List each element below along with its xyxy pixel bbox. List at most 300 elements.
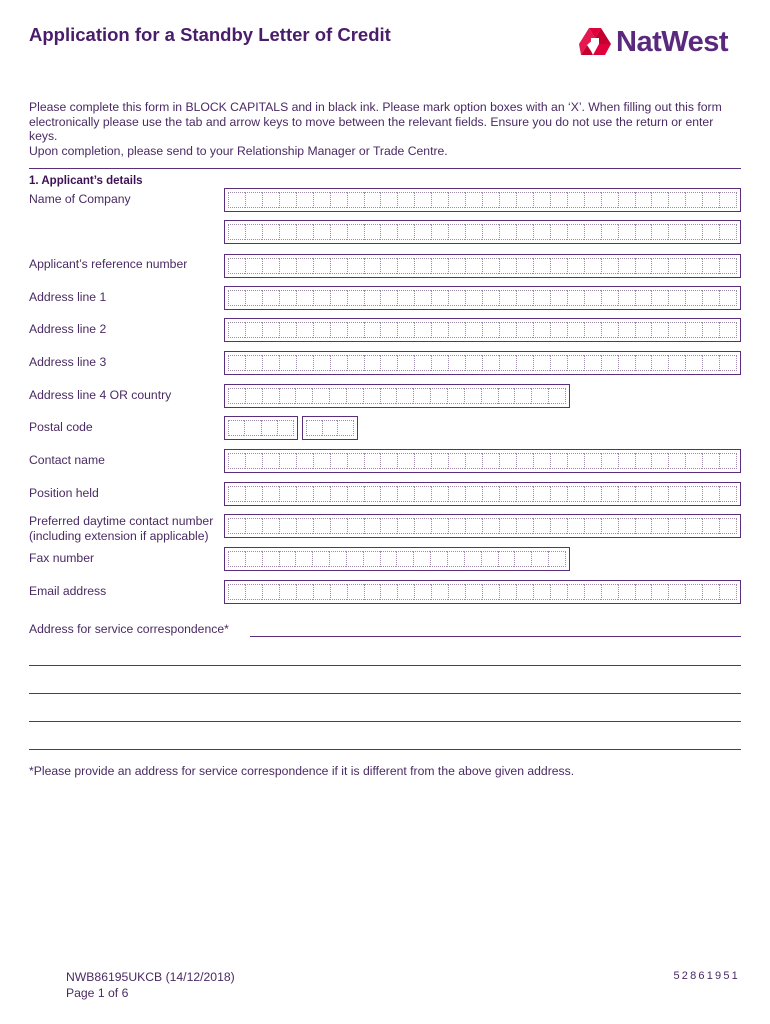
char-cell (228, 584, 245, 600)
char-cell (550, 224, 567, 240)
char-cell (567, 192, 584, 208)
char-cell (279, 486, 296, 502)
company-name-line1-input[interactable] (224, 188, 741, 212)
footer-page-number: Page 1 of 6 (66, 985, 129, 1000)
section-title-applicant: 1. Applicant’s details (29, 175, 143, 187)
char-cell (618, 290, 635, 306)
char-cell (279, 518, 296, 534)
char-cell (364, 224, 381, 240)
char-cell (397, 453, 414, 469)
char-cell (364, 453, 381, 469)
char-cell (533, 322, 550, 338)
char-cell (228, 551, 245, 567)
char-cell (618, 258, 635, 274)
char-cell (668, 355, 685, 371)
label-phone (29, 514, 213, 543)
char-cell (380, 192, 397, 208)
char-cell (448, 518, 465, 534)
char-cell (482, 355, 499, 371)
char-cell (312, 551, 329, 567)
char-cell (431, 486, 448, 502)
char-cell (347, 224, 364, 240)
char-cell (228, 322, 245, 338)
char-cell (313, 192, 330, 208)
char-cell (702, 224, 719, 240)
char-cell (279, 584, 296, 600)
char-cell (533, 486, 550, 502)
char-cell (550, 518, 567, 534)
char-cell (380, 518, 397, 534)
char-cell (330, 518, 347, 534)
char-cell (668, 322, 685, 338)
char-cell (244, 420, 260, 436)
char-cell (668, 584, 685, 600)
char-cell (516, 224, 533, 240)
char-cell (347, 453, 364, 469)
char-cell (584, 355, 601, 371)
footer-form-info (66, 970, 235, 1001)
char-cell (414, 453, 431, 469)
char-cell (516, 453, 533, 469)
char-cell (380, 258, 397, 274)
char-cell (499, 355, 516, 371)
char-cell (279, 388, 296, 404)
char-cell (618, 192, 635, 208)
char-cell (685, 355, 702, 371)
char-cell (499, 192, 516, 208)
char-cell (397, 258, 414, 274)
char-cell (228, 518, 245, 534)
char-cell (498, 551, 515, 567)
char-cell (245, 192, 262, 208)
char-cell (329, 388, 346, 404)
label-address-line-4: Address line 4 OR country (29, 388, 172, 402)
char-cell (322, 420, 338, 436)
char-cell (413, 551, 430, 567)
char-cell (296, 192, 313, 208)
char-cell (702, 453, 719, 469)
char-cell (651, 355, 668, 371)
char-cell (262, 224, 279, 240)
char-cell (719, 453, 737, 469)
char-cell (313, 224, 330, 240)
char-cell (448, 290, 465, 306)
char-cell (635, 518, 652, 534)
char-cell (364, 518, 381, 534)
char-cell (414, 224, 431, 240)
char-cell (516, 290, 533, 306)
char-cell (364, 355, 381, 371)
char-cell (396, 551, 413, 567)
char-cell (499, 584, 516, 600)
char-cell (347, 322, 364, 338)
char-cell (635, 192, 652, 208)
char-cell (668, 518, 685, 534)
char-cell (464, 388, 481, 404)
char-cell (481, 388, 498, 404)
char-cell (364, 258, 381, 274)
char-cell (685, 322, 702, 338)
address-line-1-input[interactable] (224, 286, 741, 310)
char-cell (651, 290, 668, 306)
char-cell (245, 453, 262, 469)
char-cell (635, 453, 652, 469)
char-cell (277, 420, 294, 436)
char-cell (262, 258, 279, 274)
char-cell (635, 290, 652, 306)
char-cell (719, 224, 737, 240)
char-cell (618, 355, 635, 371)
char-cell (668, 290, 685, 306)
position-held-input[interactable] (224, 482, 741, 506)
label-reference-number: Applicant’s reference number (29, 257, 188, 271)
char-cell (668, 258, 685, 274)
address-line-2-input[interactable] (224, 318, 741, 342)
char-cell (482, 290, 499, 306)
char-cell (245, 584, 262, 600)
char-cell (414, 290, 431, 306)
char-cell (245, 290, 262, 306)
char-cell (499, 518, 516, 534)
char-cell (313, 584, 330, 600)
char-cell (516, 584, 533, 600)
brand-name: NatWest (616, 25, 728, 58)
char-cell (330, 258, 347, 274)
char-cell (363, 551, 380, 567)
char-cell (601, 355, 618, 371)
char-cell (550, 290, 567, 306)
label-address-line-3: Address line 3 (29, 355, 107, 369)
char-cell (533, 192, 550, 208)
service-address-line-1[interactable] (250, 636, 741, 637)
char-cell (550, 258, 567, 274)
char-cell (584, 453, 601, 469)
char-cell (279, 192, 296, 208)
char-cell (550, 322, 567, 338)
char-cell (567, 258, 584, 274)
char-cell (380, 453, 397, 469)
char-cell (330, 486, 347, 502)
char-cell (550, 584, 567, 600)
char-cell (380, 224, 397, 240)
char-cell (430, 551, 447, 567)
service-address-note: *Please provide an address for service correspondence if it is different from the above given address. (29, 764, 575, 778)
char-cell (719, 584, 737, 600)
service-address-line-4[interactable] (29, 721, 741, 722)
label-position-held: Position held (29, 486, 99, 500)
char-cell (465, 584, 482, 600)
postal-code-part2-input[interactable] (302, 416, 358, 440)
char-cell (245, 355, 262, 371)
char-cell (396, 388, 413, 404)
service-address-line-2[interactable] (29, 665, 741, 666)
char-cell (397, 192, 414, 208)
phone-number-input[interactable] (224, 514, 741, 538)
char-cell (397, 290, 414, 306)
contact-name-input[interactable] (224, 449, 741, 473)
char-cell (448, 322, 465, 338)
char-cell (228, 258, 245, 274)
char-cell (685, 486, 702, 502)
char-cell (465, 486, 482, 502)
char-cell (514, 551, 531, 567)
char-cell (702, 192, 719, 208)
char-cell (245, 322, 262, 338)
fax-number-input[interactable] (224, 547, 570, 571)
service-address-line-5[interactable] (29, 749, 741, 750)
char-cell (702, 518, 719, 534)
char-cell (413, 388, 430, 404)
char-cell (431, 258, 448, 274)
char-cell (719, 192, 737, 208)
char-cell (347, 192, 364, 208)
char-cell (364, 290, 381, 306)
label-phone-line1: Preferred daytime contact number (29, 514, 214, 528)
char-cell (228, 192, 245, 208)
address-line-4-input[interactable] (224, 384, 570, 408)
char-cell (567, 290, 584, 306)
char-cell (245, 388, 262, 404)
char-cell (414, 486, 431, 502)
char-cell (397, 584, 414, 600)
char-cell (296, 290, 313, 306)
email-address-input[interactable] (224, 580, 741, 604)
char-cell (313, 355, 330, 371)
char-cell (262, 290, 279, 306)
reference-number-input[interactable] (224, 254, 741, 278)
char-cell (702, 355, 719, 371)
char-cell (347, 258, 364, 274)
char-cell (337, 420, 354, 436)
label-address-line-1: Address line 1 (29, 290, 107, 304)
char-cell (635, 224, 652, 240)
char-cell (313, 290, 330, 306)
char-cell (448, 453, 465, 469)
intro-text (29, 100, 744, 158)
char-cell (245, 224, 262, 240)
char-cell (330, 224, 347, 240)
char-cell (347, 290, 364, 306)
char-cell (533, 355, 550, 371)
char-cell (279, 224, 296, 240)
char-cell (465, 290, 482, 306)
char-cell (380, 551, 397, 567)
char-cell (261, 420, 277, 436)
char-cell (364, 322, 381, 338)
char-cell (668, 486, 685, 502)
char-cell (313, 322, 330, 338)
char-cell (465, 355, 482, 371)
char-cell (567, 453, 584, 469)
char-cell (601, 453, 618, 469)
char-cell (330, 290, 347, 306)
char-cell (482, 258, 499, 274)
char-cell (295, 551, 312, 567)
char-cell (414, 518, 431, 534)
char-cell (346, 551, 363, 567)
char-cell (262, 388, 279, 404)
char-cell (364, 486, 381, 502)
char-cell (448, 486, 465, 502)
char-cell (262, 584, 279, 600)
char-cell (618, 322, 635, 338)
service-address-line-3[interactable] (29, 693, 741, 694)
char-cell (499, 258, 516, 274)
char-cell (668, 224, 685, 240)
char-cell (601, 290, 618, 306)
char-cell (550, 453, 567, 469)
char-cell (397, 322, 414, 338)
char-cell (414, 258, 431, 274)
char-cell (465, 322, 482, 338)
char-cell (651, 453, 668, 469)
char-cell (262, 551, 279, 567)
char-cell (380, 322, 397, 338)
company-name-line2-input[interactable] (224, 220, 741, 244)
char-cell (431, 355, 448, 371)
label-address-line-2: Address line 2 (29, 322, 107, 336)
char-cell (685, 290, 702, 306)
char-cell (279, 355, 296, 371)
char-cell (296, 486, 313, 502)
char-cell (380, 290, 397, 306)
char-cell (482, 486, 499, 502)
char-cell (397, 355, 414, 371)
char-cell (635, 258, 652, 274)
char-cell (601, 584, 618, 600)
char-cell (465, 518, 482, 534)
char-cell (313, 518, 330, 534)
char-cell (499, 453, 516, 469)
char-cell (601, 224, 618, 240)
label-company-name: Name of Company (29, 192, 131, 206)
char-cell (296, 322, 313, 338)
char-cell (516, 486, 533, 502)
char-cell (296, 355, 313, 371)
char-cell (651, 192, 668, 208)
char-cell (685, 224, 702, 240)
char-cell (499, 224, 516, 240)
char-cell (482, 453, 499, 469)
char-cell (296, 453, 313, 469)
char-cell (363, 388, 380, 404)
char-cell (719, 290, 737, 306)
char-cell (364, 192, 381, 208)
char-cell (397, 486, 414, 502)
section-divider (29, 168, 741, 169)
char-cell (347, 584, 364, 600)
brand-logo (578, 24, 728, 60)
natwest-logo-icon (578, 27, 612, 57)
char-cell (262, 322, 279, 338)
char-cell (245, 518, 262, 534)
char-cell (651, 486, 668, 502)
char-cell (482, 322, 499, 338)
char-cell (279, 453, 296, 469)
char-cell (533, 518, 550, 534)
char-cell (685, 192, 702, 208)
char-cell (601, 518, 618, 534)
char-cell (346, 388, 363, 404)
char-cell (448, 584, 465, 600)
char-cell (584, 584, 601, 600)
char-cell (465, 192, 482, 208)
char-cell (584, 258, 601, 274)
char-cell (618, 584, 635, 600)
char-cell (279, 258, 296, 274)
char-cell (548, 388, 566, 404)
label-contact-name: Contact name (29, 453, 105, 467)
postal-code-part1-input[interactable] (224, 416, 298, 440)
char-cell (295, 388, 312, 404)
char-cell (431, 290, 448, 306)
char-cell (448, 224, 465, 240)
char-cell (296, 258, 313, 274)
char-cell (464, 551, 481, 567)
char-cell (498, 388, 515, 404)
label-phone-line2: (including extension if applicable) (29, 528, 209, 543)
char-cell (296, 224, 313, 240)
char-cell (702, 486, 719, 502)
address-line-3-input[interactable] (224, 351, 741, 375)
char-cell (601, 192, 618, 208)
char-cell (601, 322, 618, 338)
char-cell (567, 518, 584, 534)
char-cell (533, 258, 550, 274)
char-cell (448, 258, 465, 274)
char-cell (550, 486, 567, 502)
char-cell (516, 192, 533, 208)
char-cell (279, 551, 296, 567)
char-cell (514, 388, 531, 404)
char-cell (533, 584, 550, 600)
char-cell (548, 551, 566, 567)
char-cell (262, 486, 279, 502)
char-cell (262, 355, 279, 371)
footer-form-code: NWB86195UKCB (14/12/2018) (66, 970, 235, 984)
char-cell (380, 355, 397, 371)
char-cell (499, 290, 516, 306)
char-cell (601, 258, 618, 274)
char-cell (347, 486, 364, 502)
char-cell (330, 355, 347, 371)
label-service-address: Address for service correspondence* (29, 622, 229, 636)
char-cell (306, 420, 322, 436)
char-cell (719, 258, 737, 274)
char-cell (635, 486, 652, 502)
char-cell (380, 388, 397, 404)
char-cell (330, 192, 347, 208)
char-cell (330, 453, 347, 469)
char-cell (447, 388, 464, 404)
char-cell (430, 388, 447, 404)
char-cell (531, 551, 548, 567)
char-cell (702, 584, 719, 600)
char-cell (533, 453, 550, 469)
char-cell (499, 486, 516, 502)
char-cell (618, 453, 635, 469)
char-cell (702, 322, 719, 338)
char-cell (482, 192, 499, 208)
char-cell (397, 518, 414, 534)
char-cell (584, 224, 601, 240)
char-cell (448, 192, 465, 208)
char-cell (330, 322, 347, 338)
char-cell (719, 355, 737, 371)
char-cell (431, 322, 448, 338)
char-cell (531, 388, 548, 404)
char-cell (414, 322, 431, 338)
